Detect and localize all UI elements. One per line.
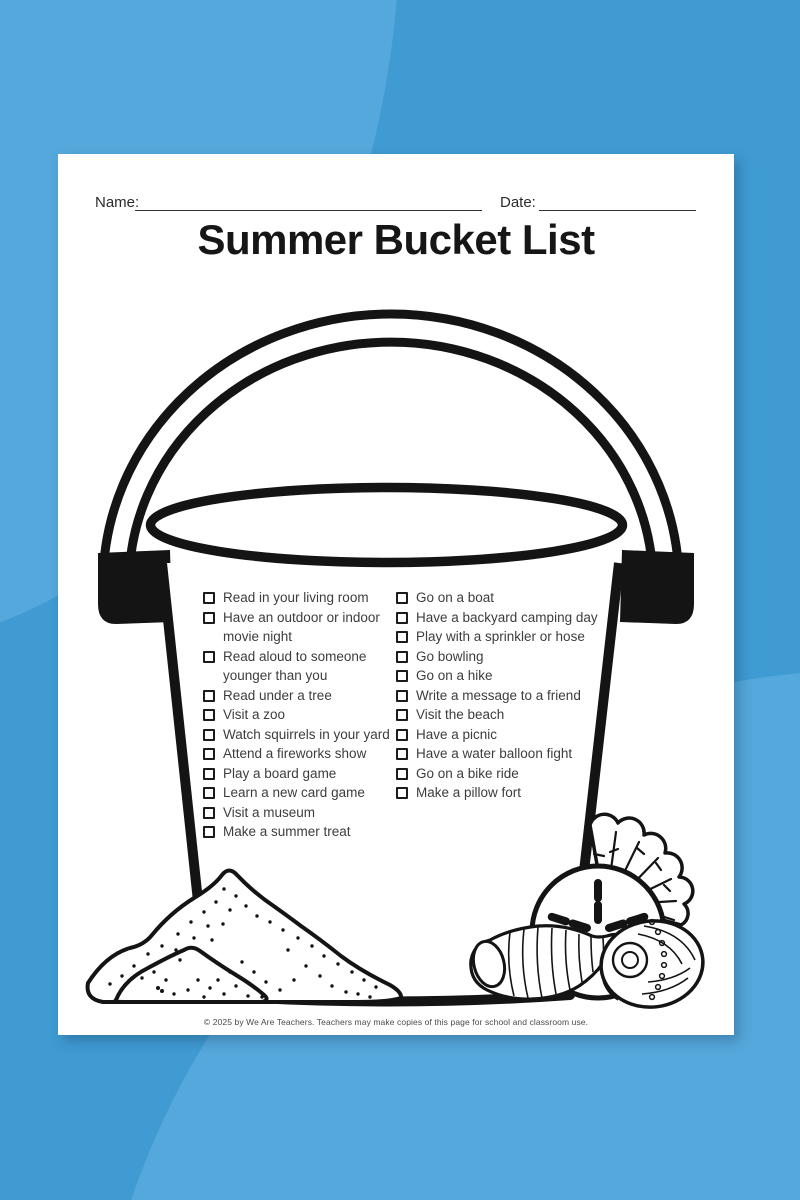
checkbox[interactable] — [203, 768, 215, 780]
bucket-rim-icon — [151, 488, 623, 563]
checklist-item-label: Have a picnic — [416, 726, 498, 742]
checklist-item — [396, 588, 603, 608]
checklist-item — [396, 686, 603, 706]
checkbox[interactable] — [203, 748, 215, 760]
checklist-item-label: Go bowling — [416, 648, 484, 664]
page-title: Summer Bucket List — [197, 216, 595, 263]
checklist-item-label: Play a board game — [223, 765, 337, 781]
checklist-item-label: Learn a new card game — [223, 785, 365, 800]
checkbox[interactable] — [396, 787, 408, 799]
checklist-item — [396, 608, 603, 628]
checkbox[interactable] — [203, 807, 215, 819]
checkbox[interactable] — [203, 690, 215, 702]
checklist-item-label: Go on a bike ride — [416, 765, 519, 781]
checklist-item-label: Read in your living room — [223, 590, 369, 605]
checkbox[interactable] — [203, 709, 215, 721]
checklist-column-left — [203, 588, 396, 842]
checklist-item — [396, 647, 603, 667]
checkbox[interactable] — [396, 670, 408, 682]
checklist-item-label: Read aloud to someone younger than you — [223, 648, 367, 683]
checkbox[interactable] — [396, 768, 408, 780]
checklist-item — [203, 705, 396, 725]
checkbox[interactable] — [396, 651, 408, 663]
checkbox[interactable] — [396, 709, 408, 721]
checklist-item — [203, 686, 396, 706]
checklist-item — [203, 783, 396, 803]
checklist-item-label: Read under a tree — [223, 687, 332, 703]
checklist-item-label: Have a water balloon fight — [416, 746, 573, 761]
name-label: Name: — [95, 194, 140, 211]
checklist-item — [203, 647, 396, 686]
checklist-item — [396, 705, 603, 725]
checklist-item-label: Visit a museum — [223, 804, 316, 820]
checklist-item-label: Go on a boat — [416, 590, 495, 605]
checklist-item — [396, 764, 603, 784]
checklist-item — [203, 822, 396, 842]
bucket-checklist — [203, 588, 603, 842]
checkbox[interactable] — [396, 748, 408, 760]
checklist-item — [203, 725, 396, 745]
checkbox[interactable] — [396, 592, 408, 604]
checklist-item-label: Write a message to a friend — [416, 687, 581, 703]
checkbox[interactable] — [203, 612, 215, 624]
checklist-item-label: Watch squirrels in your yard — [223, 726, 390, 742]
checkbox[interactable] — [396, 631, 408, 643]
checklist-item — [396, 666, 603, 686]
checkbox[interactable] — [203, 826, 215, 838]
name-input-line[interactable] — [135, 192, 482, 211]
checklist-item — [203, 608, 396, 647]
checklist-item-label: Have an outdoor or indoor movie night — [223, 609, 380, 644]
checkbox[interactable] — [203, 787, 215, 799]
checklist-item-label: Have a backyard camping day — [416, 609, 598, 625]
checklist-item-label: Make a pillow fort — [416, 785, 522, 800]
checklist-item — [203, 744, 396, 764]
checklist-item-label: Visit a zoo — [223, 707, 286, 722]
checklist-item — [396, 744, 603, 764]
checkbox[interactable] — [203, 729, 215, 741]
checklist-item — [203, 764, 396, 784]
name-date-row — [58, 192, 734, 216]
checklist-item-label: Make a summer treat — [223, 824, 351, 839]
checkbox[interactable] — [396, 612, 408, 624]
checkbox[interactable] — [396, 729, 408, 741]
date-label: Date: — [500, 194, 536, 211]
checklist-item-label: Go on a hike — [416, 668, 493, 683]
checklist-item — [396, 627, 603, 647]
checklist-item — [396, 783, 603, 803]
checkbox[interactable] — [203, 651, 215, 663]
checkbox[interactable] — [396, 690, 408, 702]
checklist-column-right — [396, 588, 603, 842]
checklist-item-label: Visit the beach — [416, 707, 505, 722]
checkbox[interactable] — [203, 592, 215, 604]
checklist-item — [396, 725, 603, 745]
copyright-footer: © 2025 by We Are Teachers. Teachers may make copies of this page for school and classroom use. — [203, 1017, 589, 1027]
checklist-item-label: Play with a sprinkler or hose — [416, 629, 585, 644]
checklist-item-label: Attend a fireworks show — [223, 746, 367, 761]
checklist-item — [203, 803, 396, 823]
checklist-item — [203, 588, 396, 608]
worksheet-page — [58, 154, 734, 1035]
date-input-line[interactable] — [539, 192, 696, 211]
